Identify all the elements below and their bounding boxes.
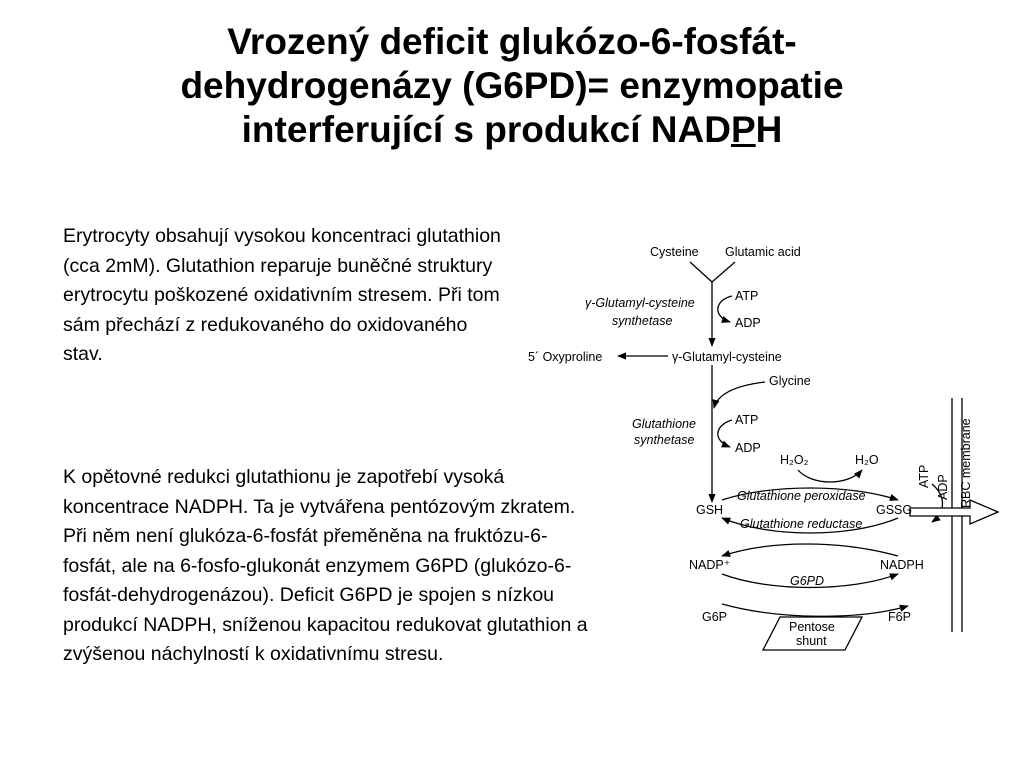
paragraph-glutathione: Erytrocyty obsahují vysokou koncentraci glutathion (cca 2mM). Glutathion reparuje buněčné struktury erytrocytu poškozené oxidativním stresem. Při tom sám přechází z redukovaného do oxidovaného stav. <box>63 225 501 365</box>
h2o2-h2o-arc <box>798 470 862 482</box>
label-f6p: F6P <box>888 610 911 624</box>
title-underlined-p: P <box>730 109 756 150</box>
nadph-nadp-arc <box>722 544 898 556</box>
label-glycine: Glycine <box>769 374 811 388</box>
label-glutathione-reductase: Glutathione reductase <box>740 517 863 531</box>
label-atp-1: ATP <box>735 289 759 303</box>
label-g6p: G6P <box>702 610 728 624</box>
label-gssg: GSSG <box>876 503 913 517</box>
label-adp-2: ADP <box>735 441 761 455</box>
label-oxyproline: 5´ Oxyproline <box>528 350 603 364</box>
label-atp-3: ATP <box>917 464 931 488</box>
merge-line-left <box>690 262 712 282</box>
label-cysteine: Cysteine <box>650 245 699 259</box>
label-adp-3: ADP <box>936 474 950 500</box>
label-gs-line1: Glutathione <box>632 417 696 431</box>
export-arrow <box>910 500 998 524</box>
title-line-3-text: interferující s produkcí NAD <box>241 109 731 150</box>
label-gamma-glutamyl-cysteine: γ-Glutamyl-cysteine <box>672 350 782 364</box>
label-glutamic-acid: Glutamic acid <box>725 245 801 259</box>
paragraph-nadph: K opětovné redukci glutathionu je zapotřebí vysoká koncentrace NADPH. Ta je vytvářena pentózovým zkratem. Při něm není glukóza-6-fosfát přeměněna na fruktózu-6-fosfát, ale na 6-fosfo-glukonát enzymem G6PD (glukózo-6-fosfát-dehydrogenázou). Deficit G6PD je spojen s nízkou produkcí NADPH, sníženou kapacitou redukovat glutathion a zvýšenou náchylností k oxidativnímu stresu. <box>63 466 588 665</box>
label-adp-1: ADP <box>735 316 761 330</box>
label-ggcs-line1: γ-Glutamyl-cysteine <box>585 296 695 310</box>
title-line-2: dehydrogenázy (G6PD)= enzymopatie <box>180 65 844 106</box>
diagram-labels <box>528 245 973 648</box>
label-gs-line2: synthetase <box>634 433 695 447</box>
g6p-f6p-arc <box>722 604 908 616</box>
label-nadp-plus: NADP⁺ <box>689 558 731 572</box>
label-glutathione-peroxidase: Glutathione peroxidase <box>737 489 866 503</box>
label-gsh: GSH <box>696 503 724 517</box>
label-pentose-line2: shunt <box>796 634 827 648</box>
label-g6pd: G6PD <box>790 574 825 588</box>
label-pentose-line1: Pentose <box>789 620 835 634</box>
atp-adp-curve-2 <box>718 420 732 447</box>
label-rbc-membrane: RBC membrane <box>959 418 973 508</box>
label-h2o2: H₂O₂ <box>780 453 809 467</box>
label-h2o: H₂O <box>855 453 879 467</box>
atp-adp-curve-1 <box>718 296 732 322</box>
label-ggcs-line2: synthetase <box>612 314 673 328</box>
title-line-1: Vrozený deficit glukózo-6-fosfát- <box>227 21 797 62</box>
label-atp-2: ATP <box>735 413 759 427</box>
glycine-curve <box>714 382 765 408</box>
merge-line-right <box>712 262 735 282</box>
label-nadph: NADPH <box>880 558 924 572</box>
title-line-3-end: H <box>755 109 783 150</box>
